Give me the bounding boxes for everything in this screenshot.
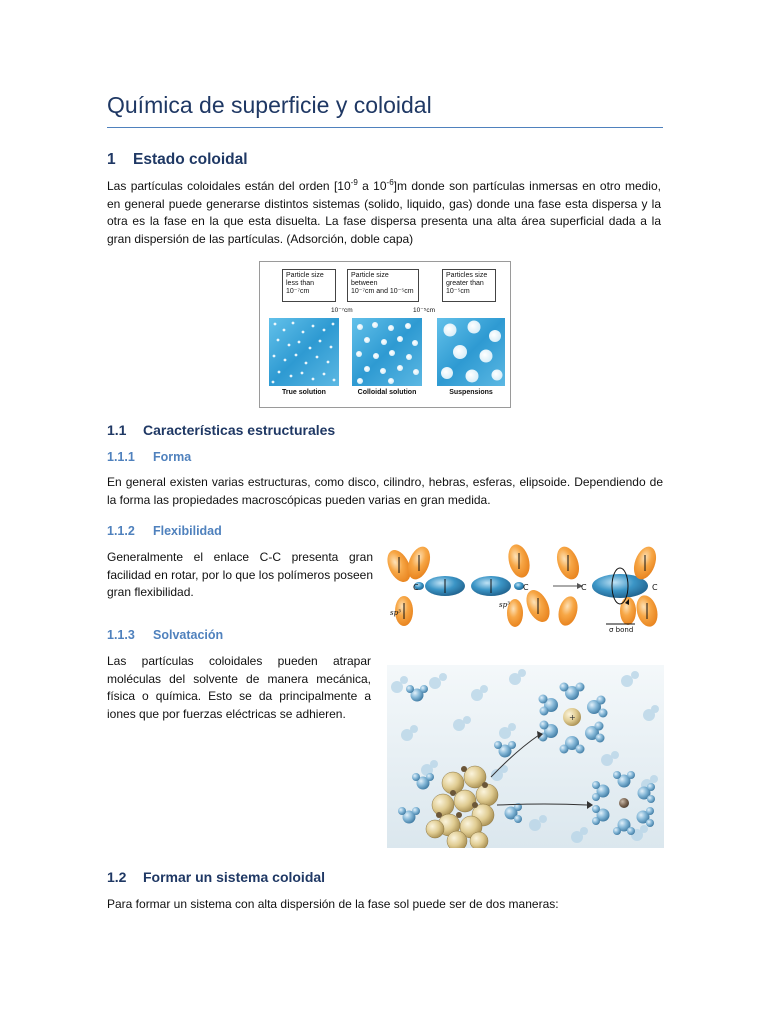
text-run: ]m donde son partículas inmersas en otro medio, en general puede generarse distintos sistemas (solido, liquido, gas) donde una fase esta dispersa y la otra es la fase en la que esta disuelta. La fase dispersa presenta una alta área superficial dada a la gran dispersión de las partículas. (Adsorción, doble capa) (107, 179, 661, 246)
paragraph-flexibilidad: Generalmente el enlace C-C presenta gran facilidad en rotar, por lo que los polímeros poseen gran flexibilidad. (107, 550, 373, 599)
section-title: Formar un sistema coloidal (143, 869, 326, 885)
caption-true-solution: True solution (282, 389, 326, 396)
section-title: Estado coloidal (133, 151, 248, 168)
label-box-colloidal (347, 269, 419, 302)
figure-ion-solvation (387, 665, 664, 848)
section-1-1-3-heading (107, 628, 223, 642)
section-number: 1.1 (107, 422, 127, 438)
paragraph-forma: En general existen varias estructuras, como disco, cilindro, hebras, esferas, elipsoide. Dependiendo de la forma las propiedades macroscópicas pueden varias en gran medida. (107, 475, 663, 507)
solution-panels (260, 318, 510, 388)
section-title: Flexibilidad (153, 524, 222, 538)
figure-sp3-orbitals (385, 541, 667, 633)
section-number: 1.1.1 (107, 450, 135, 464)
carbon-right-orbitals (471, 542, 554, 627)
page-title: Química de superficie y coloidal (107, 92, 432, 118)
paragraph-sistema-coloidal: Para formar un sistema con alta dispersión de la fase sol puede ser de dos maneras: (107, 897, 559, 911)
section-1-2-heading (107, 869, 325, 885)
label-line: less than (286, 280, 315, 287)
label-line: 10⁻⁵cm (446, 288, 470, 295)
caption-suspensions: Suspensions (449, 389, 493, 396)
label-line: 10⁻⁷cm and 10⁻⁵cm (351, 288, 414, 295)
label-carbon: C (413, 583, 419, 592)
section-1-heading (107, 151, 248, 169)
label-sp3: sp³ (390, 609, 401, 617)
text-run: a 10 (357, 179, 387, 193)
section-number: 1 (107, 151, 116, 168)
label-line: between (351, 280, 378, 287)
section-1-1-2-heading (107, 524, 222, 538)
paragraph-solvatacion: Las partículas coloidales pueden atrapar moléculas del solvente de manera mecánica, física o química. Esto se da principalmente a iones que por fuerzas eléctricas se adhieren. (107, 654, 371, 721)
label-sigma-bond: σ bond (609, 626, 634, 633)
section-number: 1.1.2 (107, 524, 135, 538)
label-carbon: C (523, 583, 529, 592)
title-underline (107, 127, 663, 128)
section-number: 1.2 (107, 869, 127, 885)
exponent: -9 (350, 178, 358, 187)
panel-suspension (437, 318, 505, 386)
label-box-true-solution (282, 269, 336, 302)
label-line: Particles size (446, 272, 488, 279)
label-line: 10⁻⁷cm (286, 288, 310, 295)
section-1-1-heading (107, 422, 335, 438)
label-box-suspension (442, 269, 496, 302)
label-carbon: C (581, 583, 587, 592)
reaction-arrow (553, 583, 583, 589)
label-sp3: sp³ (499, 601, 510, 609)
charge-plus: + (569, 713, 576, 722)
figure-solution-types (259, 261, 511, 408)
label-line: Particle size (351, 272, 389, 279)
label-line: Particle size (286, 272, 324, 279)
tick-label: 10⁻⁵cm (413, 307, 436, 314)
caption-colloidal-solution: Colloidal solution (357, 389, 417, 396)
tick-label: 10⁻⁷cm (331, 307, 353, 314)
label-line: greater than (446, 280, 484, 287)
exponent: -6 (386, 178, 394, 187)
section-title: Forma (153, 450, 192, 464)
panel-true-solution (269, 318, 339, 386)
section-title: Solvatación (153, 628, 224, 642)
section-1-1-1-heading (107, 450, 191, 464)
paragraph-estado-coloidal (107, 178, 661, 248)
text-run: Las partículas coloidales están del orden [10 (107, 179, 351, 193)
label-carbon: C (652, 583, 658, 592)
section-title: Características estructurales (143, 422, 336, 438)
section-number: 1.1.3 (107, 628, 135, 642)
panel-colloidal-solution (352, 318, 422, 386)
